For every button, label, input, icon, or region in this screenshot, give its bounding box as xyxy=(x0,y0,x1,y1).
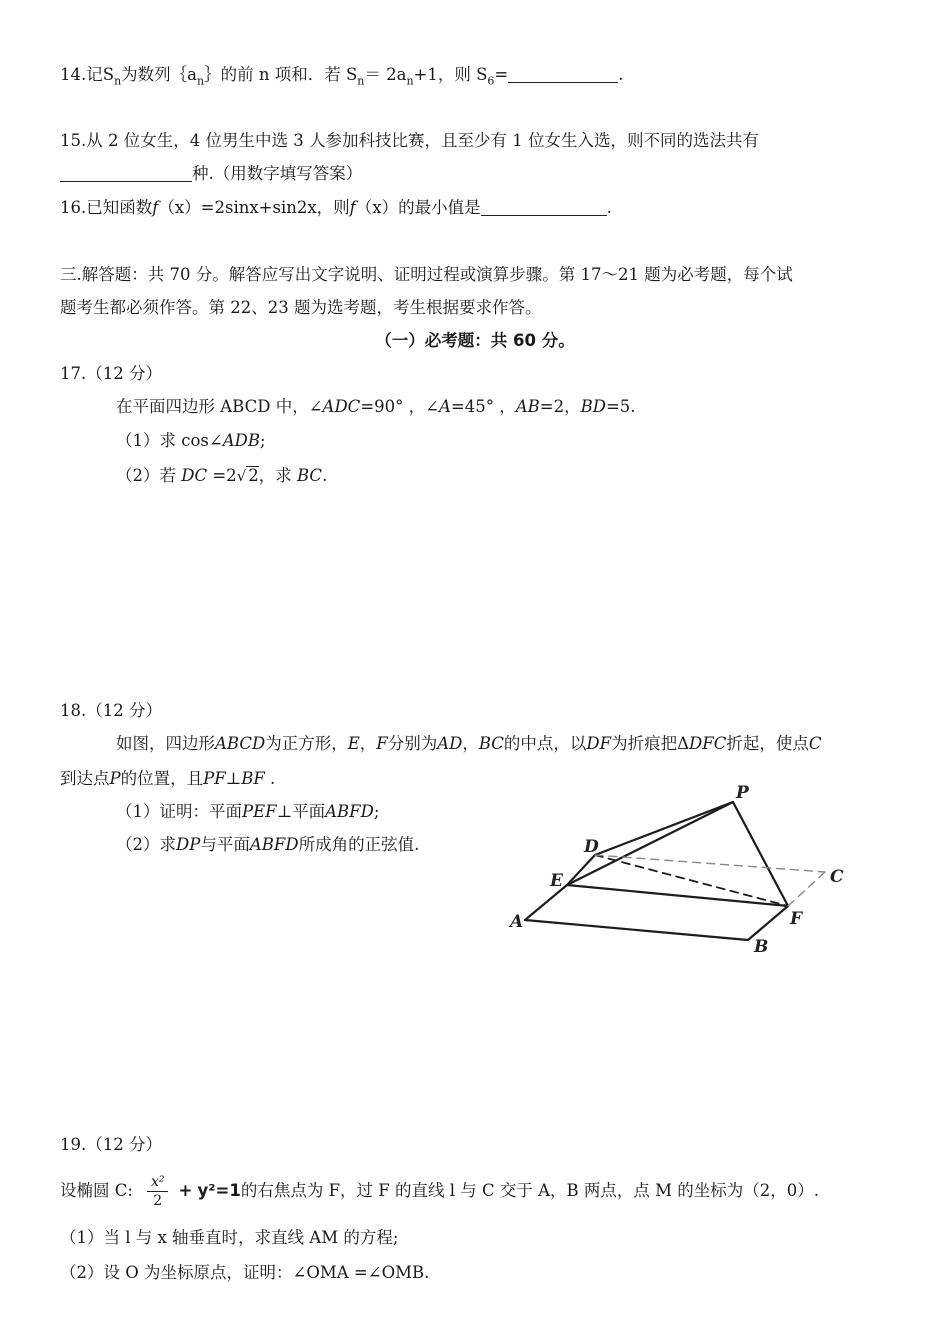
question-19-part-2: （2）设 O 为坐标原点，证明：∠OMA =∠OMB. xyxy=(60,1263,430,1282)
section-3-instructions-line2: 题考生都必须作答。第 22、23 题为选考题，考生根据要求作答。 xyxy=(60,298,542,317)
figure-label-e: E xyxy=(550,871,563,891)
answer-blank-15[interactable] xyxy=(60,165,192,182)
figure-label-d: D xyxy=(584,837,599,857)
figure-label-f: F xyxy=(790,909,803,929)
required-section-title: （一）必考题：共 60 分。 xyxy=(375,331,575,350)
question-15-line2: 种.（用数字填写答案） xyxy=(60,163,362,185)
folded-square-figure xyxy=(500,780,870,960)
answer-blank-16[interactable] xyxy=(481,199,607,216)
question-19-stem: 设椭圆 C: $\frac{\text{x²}}{2}$ + y²=1的右焦点为 F，过 F 的直线 l 与 C 交于 A，B 两点，点 M 的坐标为（2，0）. xyxy=(60,1174,819,1209)
question-17-part-1: （1）求 cos∠ADB; xyxy=(116,431,266,450)
question-16: 16.已知函数f（x）=2sinx+sin2x，则f（x）的最小值是 . xyxy=(60,198,612,217)
figure-label-p: P xyxy=(736,783,749,803)
answer-blank-14[interactable] xyxy=(508,66,618,83)
question-14: 14.记$S_n$为数列$\{a_n\}$的前 n 项和．若 $S_n= 2a_n+1$，则 $S_6=$ . xyxy=(60,65,624,88)
ellipse-fraction: $\frac{\text{x²}}{2}$ xyxy=(147,1173,169,1210)
question-18-stem-line1: 如图，四边形ABCD为正方形，E，F分别为AD，BC的中点，以DF为折痕把ΔDFC折起，使点C xyxy=(116,734,822,753)
question-17-stem: 在平面四边形 ABCD 中，∠ADC=90° ，∠A=45° ，AB=2，BD=5. xyxy=(116,397,636,416)
question-17-header: 17.（12 分） xyxy=(60,364,162,383)
question-18-part-2: （2）求DP与平面ABFD所成角的正弦值. xyxy=(116,835,420,854)
question-17-part-2: （2）若 DC =2√ 2，求 BC. xyxy=(116,466,328,485)
question-18-stem-line2: 到达点P的位置，且PF⊥BF . xyxy=(60,769,276,788)
question-18-part-1: （1）证明：平面PEF⊥平面ABFD; xyxy=(116,802,380,821)
section-3-instructions-line1: 三.解答题：共 70 分。解答应写出文字说明、证明过程或演算步骤。第 17～21 题为必考题，每个试 xyxy=(60,265,793,284)
figure-label-b: B xyxy=(754,937,769,957)
figure-label-a: A xyxy=(510,912,524,932)
question-18-header: 18.（12 分） xyxy=(60,701,162,720)
question-19-part-1: （1）当 l 与 x 轴垂直时，求直线 AM 的方程; xyxy=(60,1228,399,1247)
question-19-header: 19.（12 分） xyxy=(60,1135,162,1154)
figure-label-c: C xyxy=(830,867,844,887)
question-15-line1: 15.从 2 位女生，4 位男生中选 3 人参加科技比赛，且至少有 1 位女生入选，则不同的选法共有 xyxy=(60,131,759,150)
